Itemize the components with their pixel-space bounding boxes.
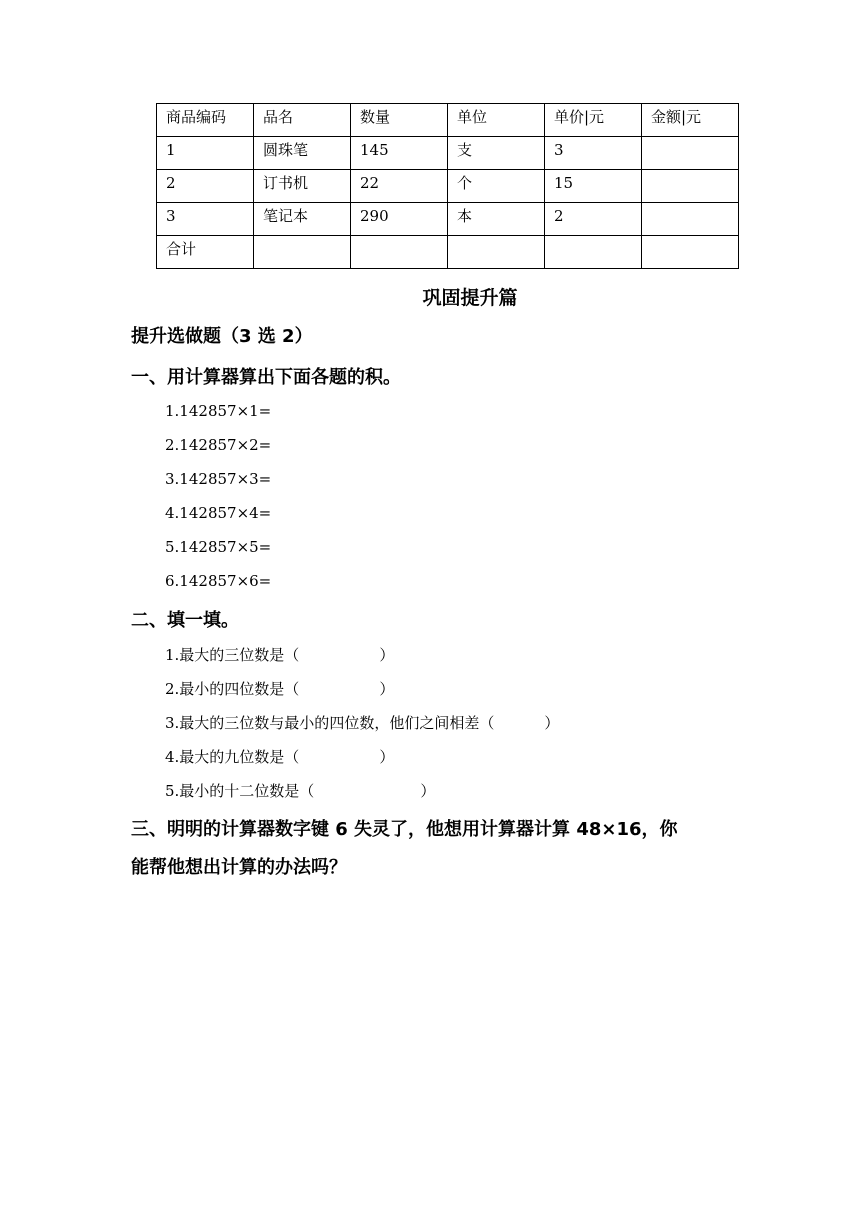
table-cell: 22: [351, 170, 448, 203]
header-cell: 品名: [254, 104, 351, 137]
table-header-row: [157, 104, 739, 137]
q1-title: 一、用计算器算出下面各题的积。: [131, 367, 401, 388]
table-cell: [642, 203, 739, 236]
table-cell: [545, 236, 642, 269]
q2-item-text: 5.最小的十二位数是（: [165, 782, 315, 800]
q2-item: [165, 780, 435, 801]
q2-item-close: ）: [379, 680, 395, 698]
subtitle: 提升选做题（3 选 2）: [131, 326, 313, 347]
table-cell: 圆珠笔: [254, 137, 351, 170]
table-cell: 个: [448, 170, 545, 203]
q2-item: [165, 678, 394, 699]
table-cell: 合计: [157, 236, 254, 269]
q2-item-text: 1.最大的三位数是（: [165, 646, 300, 664]
table-cell: 3: [545, 137, 642, 170]
q2-item-close: ）: [379, 748, 395, 766]
table-cell: [642, 137, 739, 170]
q1-item: 3.142857×3=: [165, 470, 272, 488]
table-cell: 2: [157, 170, 254, 203]
q3-line-2: 能帮他想出计算的办法吗？: [131, 857, 347, 878]
table-cell: 支: [448, 137, 545, 170]
table-cell: 145: [351, 137, 448, 170]
table-cell: 3: [157, 203, 254, 236]
goods-table: [156, 103, 739, 269]
q2-title: 二、填一填。: [131, 610, 239, 631]
q1-item: 6.142857×6=: [165, 572, 272, 590]
q2-item-close: ）: [420, 782, 436, 800]
table-cell: 2: [545, 203, 642, 236]
q1-item: 1.142857×1=: [165, 402, 272, 420]
table-cell: [642, 236, 739, 269]
q2-item-text: 3.最大的三位数与最小的四位数，他们之间相差（: [165, 714, 495, 732]
table-cell: 订书机: [254, 170, 351, 203]
table-cell: [642, 170, 739, 203]
q2-item-text: 2.最小的四位数是（: [165, 680, 300, 698]
q1-item: 4.142857×4=: [165, 504, 272, 522]
table-cell: 本: [448, 203, 545, 236]
q2-item: [165, 712, 559, 733]
table-cell: 1: [157, 137, 254, 170]
header-cell: 单位: [448, 104, 545, 137]
table-row: [157, 170, 739, 203]
table-cell: 15: [545, 170, 642, 203]
section-title: 巩固提升篇: [422, 287, 518, 309]
q2-item-text: 4.最大的九位数是（: [165, 748, 300, 766]
table-cell: 290: [351, 203, 448, 236]
table-cell: [254, 236, 351, 269]
table-row: [157, 203, 739, 236]
header-cell: 金额|元: [642, 104, 739, 137]
q1-item: 2.142857×2=: [165, 436, 272, 454]
table-row: [157, 137, 739, 170]
table-cell: 笔记本: [254, 203, 351, 236]
q2-item-close: ）: [379, 646, 395, 664]
q3-line-1: 三、明明的计算器数字键 6 失灵了，他想用计算器计算 48×16，你: [131, 819, 678, 840]
q2-item: [165, 746, 394, 767]
header-cell: 商品编码: [157, 104, 254, 137]
q2-item-close: ）: [544, 714, 560, 732]
q2-item: [165, 644, 394, 665]
table-total-row: [157, 236, 739, 269]
q1-item: 5.142857×5=: [165, 538, 272, 556]
header-cell: 数量: [351, 104, 448, 137]
table-cell: [448, 236, 545, 269]
header-cell: 单价|元: [545, 104, 642, 137]
table-cell: [351, 236, 448, 269]
